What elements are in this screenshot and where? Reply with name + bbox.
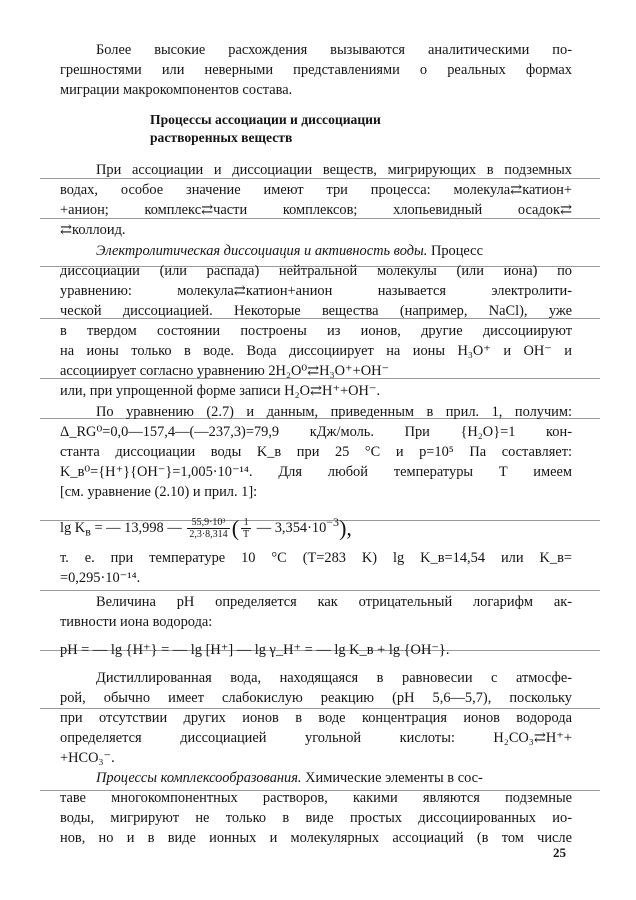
formula-ph: pH = — lg {H⁺} = — lg [H⁺] — lg γ_H⁺ = — lg K_в + lg {OH⁻}. — [60, 642, 450, 658]
formula-fraction: $\frac{\text{55,9·10³}}{2,3\cdot 8,314}$ — [189, 516, 228, 540]
text-line: Δ_RG⁰=0,0—157,4—(—237,3)=79,9 кДж/моль. При {H₂O}=1 кон- — [60, 424, 572, 440]
text-line: т. е. при температуре 10 °C (T=283 K) lg K_в=14,54 или K_в= — [60, 550, 572, 566]
text-line: таве многокомпонентных растворов, какими являются подземные — [60, 790, 572, 806]
italic-run-title: Процессы комплексообразования. — [96, 770, 302, 786]
text-line: или, при упрощенной форме записи H₂O⇄H⁺+OH⁻. — [60, 383, 381, 399]
text-line: при отсутствии других ионов в воде концентрация ионов водорода — [60, 710, 572, 726]
formula-lgk: $\lg K_в$ = — 13,998 — $\frac{\text{55,9·10³}}{2,3\cdot 8,314}$ ( $\frac{1}{T}$ — $3,354\cdot 10^{-3}$), — [60, 515, 352, 541]
section-heading: растворенных веществ — [150, 130, 293, 145]
text-line: +HCO₃⁻. — [60, 750, 115, 766]
text-line: ⇄коллоид. — [60, 222, 126, 238]
paragraph-title-line: Процессы комплексообразования. Химические элементы в сос- — [96, 770, 483, 786]
text-line: уравнению: молекула⇄катион+анион называется электролити- — [60, 283, 572, 299]
text-line: миграции макрокомпонентов состава. — [60, 82, 293, 98]
text-line: нов, но и в виде ионных и молекулярных ассоциаций (в том числе — [60, 830, 572, 846]
text-line: =0,295·10⁻¹⁴. — [60, 570, 141, 586]
text-line: тивности иона водорода: — [60, 614, 213, 630]
text-line: Более высокие расхождения вызываются аналитическими по- — [96, 42, 572, 58]
text-line: воды, мигрируют не только в виде простых диссоциированных ио- — [60, 810, 572, 826]
text-line: По уравнению (2.7) и данным, приведенным в прил. 1, получим: — [96, 404, 572, 420]
text-line: на ионы только в воде. Вода диссоциирует на ионы H₃O⁺ и OH⁻ и — [60, 343, 572, 359]
text-line: При ассоциации и диссоциации веществ, мигрирующих в подземных — [96, 162, 572, 178]
text-line: определяется диссоциацией угольной кислоты: H₂CO₃⇄H⁺+ — [60, 730, 572, 746]
text-line: K_в⁰={H⁺}{OH⁻}=1,005·10⁻¹⁴. Для любой температуры T имеем — [60, 464, 572, 480]
text-line: диссоциации (или распада) нейтральной молекулы (или иона) по — [60, 263, 572, 279]
text-line: рой, обычно имеет слабокислую реакцию (pH 5,6—5,7), поскольку — [60, 690, 572, 706]
formula-inner-fraction: $\frac{1}{T}$ — [243, 516, 250, 540]
paragraph-title-line: Электролитическая диссоциация и активность воды. Процесс — [96, 243, 483, 259]
ruled-line — [40, 590, 600, 591]
text-line: [см. уравнение (2.10) и прил. 1]: — [60, 484, 258, 500]
text-line: ческой диссоциацией. Некоторые вещества (например, NaCl), уже — [60, 303, 572, 319]
text-line: станта диссоциации воды K_в при 25 °C и p=10⁵ Па составляет: — [60, 444, 572, 460]
text-line: ассоциирует согласно уравнению 2H₂O⁰⇄H₃O⁺+OH⁻ — [60, 363, 390, 379]
text-line: водах, особое значение имеют три процесса: молекула⇄катион+ — [60, 182, 572, 198]
text-line: Дистиллированная вода, находящаяся в равновесии с атмосфе- — [96, 670, 572, 686]
text-line: в твердом состоянии построены из ионов, другие диссоциируют — [60, 323, 572, 339]
italic-run-title: Электролитическая диссоциация и активность воды. — [96, 243, 428, 259]
text-line: Величина pH определяется как отрицательный логарифм ак- — [96, 594, 572, 610]
page-number: 25 — [553, 845, 566, 860]
section-heading: Процессы ассоциации и диссоциации — [150, 112, 381, 127]
text-line: грешностями или неверными представлениями о реальных формах — [60, 62, 572, 78]
text-line: +анион; комплекс⇄части комплексов; хлопьевидный осадок⇄ — [60, 202, 572, 218]
